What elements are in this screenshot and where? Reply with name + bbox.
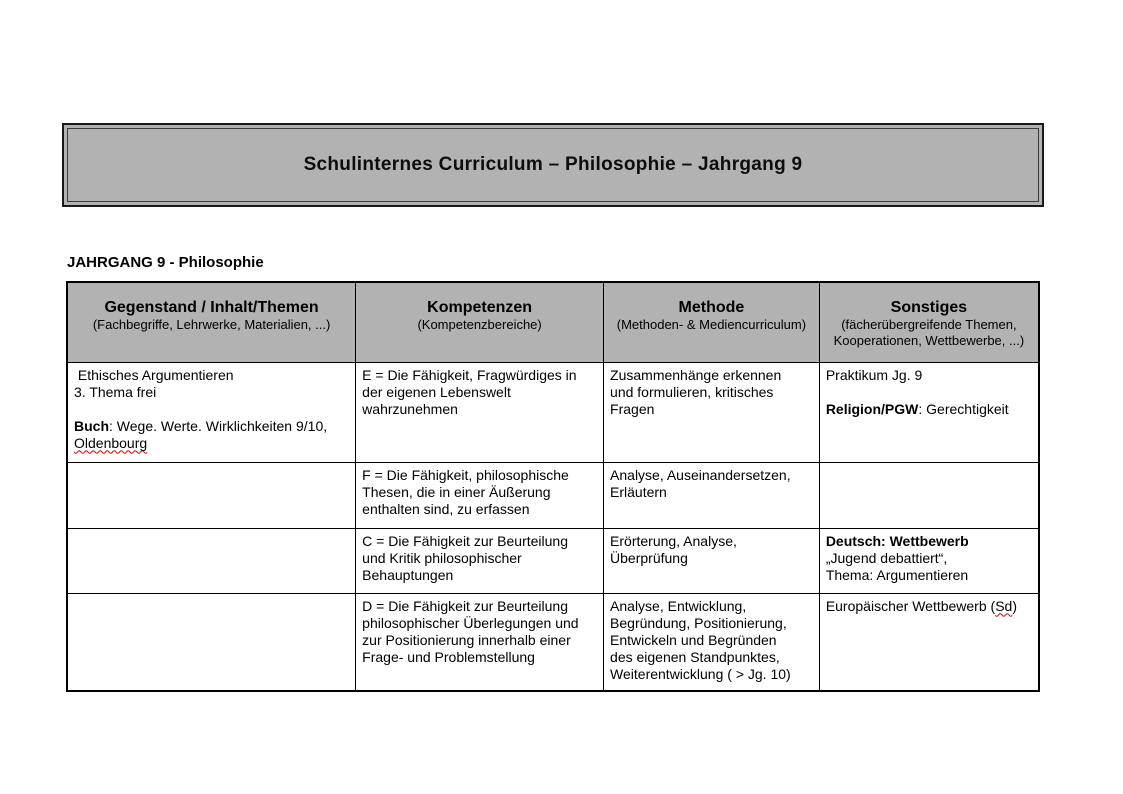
text-line (610, 533, 813, 550)
text-segment: des eigenen Standpunktes, (610, 648, 780, 665)
column-title: Kompetenzen (427, 299, 533, 316)
table-cell (604, 593, 820, 691)
text-line (362, 501, 597, 518)
text-segment: Frage- und Problemstellung (362, 648, 535, 665)
table-cell (356, 528, 604, 593)
text-line (610, 484, 813, 501)
text-line (362, 632, 597, 649)
text-segment: Analyse, Auseinandersetzen, (610, 466, 791, 483)
table-row (67, 528, 1039, 593)
column-title: Sonstiges (890, 299, 968, 316)
text-segment: ) (1012, 597, 1017, 614)
table-cell (67, 462, 356, 528)
curriculum-table (66, 281, 1040, 692)
text-line (362, 550, 597, 567)
text-segment: D = Die Fähigkeit zur Beurteilung (362, 597, 568, 614)
text-segment: Analyse, Entwicklung, (610, 597, 747, 614)
bold-text-segment: Buch (74, 417, 109, 434)
column-subtitle: (fächerübergreifende Themen, Kooperationen, Wettbewerbe, ...) (833, 317, 1025, 348)
text-line (362, 567, 597, 584)
text-segment: Überprüfung (610, 549, 688, 566)
text-line (362, 484, 597, 501)
table-cell (819, 362, 1039, 462)
text-line (362, 615, 597, 632)
text-segment: Ethisches Argumentieren (74, 366, 234, 383)
text-line (826, 367, 1032, 384)
text-segment: F = Die Fähigkeit, philosophische (362, 466, 569, 483)
table-cell (356, 462, 604, 528)
table-cell (819, 462, 1039, 528)
table-cell (819, 528, 1039, 593)
text-segment: philosophischer Überlegungen und (362, 614, 579, 631)
table-cell (819, 593, 1039, 691)
title-banner-inner-frame (67, 128, 1039, 202)
column-header-kompetenzen (356, 282, 604, 362)
column-subtitle: (Fachbegriffe, Lehrwerke, Materialien, ...) (92, 317, 331, 332)
table-cell (604, 362, 820, 462)
table-cell (67, 593, 356, 691)
column-title: Gegenstand / Inhalt/Themen (104, 299, 319, 316)
table-cell (67, 528, 356, 593)
text-segment: Erläutern (610, 483, 667, 500)
table-row (67, 362, 1039, 462)
text-line (610, 649, 813, 666)
text-line (362, 467, 597, 484)
text-line (74, 384, 349, 401)
table-cell (67, 362, 356, 462)
table-row (67, 462, 1039, 528)
text-line (74, 367, 349, 384)
text-segment: C = Die Fähigkeit zur Beurteilung (362, 532, 568, 549)
table-cell (604, 528, 820, 593)
text-segment: Erörterung, Analyse, (610, 532, 737, 549)
text-line (610, 367, 813, 384)
text-segment: und Kritik philosophischer (362, 549, 522, 566)
text-line (826, 401, 1032, 418)
curriculum-table-header (67, 282, 1039, 362)
text-segment: enthalten sind, zu erfassen (362, 500, 530, 517)
text-segment: Thema: Argumentieren (825, 566, 969, 583)
text-line (826, 598, 1032, 615)
text-segment: und formulieren, kritisches (610, 383, 774, 400)
text-segment: der eigenen Lebenswelt (362, 383, 511, 400)
table-cell (604, 462, 820, 528)
text-segment: : Gerechtigkeit (918, 400, 1009, 417)
text-line (826, 567, 1032, 584)
text-line (362, 533, 597, 550)
text-line (610, 615, 813, 632)
text-line (74, 418, 349, 435)
text-line (74, 401, 349, 418)
text-line (610, 666, 813, 683)
column-title: Methode (678, 299, 745, 316)
table-cell (356, 593, 604, 691)
text-segment: Weiterentwicklung ( > Jg. 10) (610, 665, 791, 682)
text-line (610, 384, 813, 401)
text-segment: Fragen (610, 400, 655, 417)
bold-text-segment: Religion/PGW (825, 400, 919, 417)
text-line (826, 384, 1032, 401)
spellcheck-flagged-word: Sd (995, 597, 1013, 614)
document-title: Schulinternes Curriculum – Philosophie – Jahrgang 9 (303, 154, 803, 175)
column-header-gegenstand (67, 282, 356, 362)
column-subtitle: (Methoden- & Mediencurriculum) (616, 317, 807, 332)
bold-text-segment: Deutsch: Wettbewerb (825, 532, 969, 549)
text-segment: Praktikum Jg. 9 (825, 366, 923, 383)
text-segment: : Wege. Werte. Wirklichkeiten 9/10, (109, 417, 328, 434)
text-segment: Europäischer Wettbewerb ( (825, 597, 996, 614)
text-line (610, 401, 813, 418)
table-cell (356, 362, 604, 462)
text-line (362, 598, 597, 615)
text-segment: E = Die Fähigkeit, Fragwürdiges in (362, 366, 577, 383)
header-row (67, 282, 1039, 362)
text-segment: 3. Thema frei (74, 383, 157, 400)
text-line (610, 632, 813, 649)
column-subtitle: (Kompetenzbereiche) (417, 317, 542, 332)
text-segment: Begründung, Positionierung, (610, 614, 787, 631)
title-banner (62, 123, 1044, 207)
text-segment: Zusammenhänge erkennen (610, 366, 782, 383)
curriculum-table-body (67, 362, 1039, 691)
text-segment: zur Positionierung innerhalb einer (362, 631, 571, 648)
text-segment: Behauptungen (362, 566, 454, 583)
text-line (362, 649, 597, 666)
spellcheck-flagged-word: Oldenbourg (74, 434, 148, 451)
text-line (826, 550, 1032, 567)
text-segment: Thesen, die in einer Äußerung (362, 483, 551, 500)
text-line (610, 467, 813, 484)
text-line (362, 401, 597, 418)
text-line (362, 367, 597, 384)
text-segment: „Jugend debattiert“, (825, 549, 948, 566)
text-line (610, 550, 813, 567)
table-row (67, 593, 1039, 691)
text-line (826, 533, 1032, 550)
text-segment: Entwickeln und Begründen (610, 631, 777, 648)
text-line (362, 384, 597, 401)
column-header-methode (604, 282, 820, 362)
text-line (74, 435, 349, 452)
column-header-sonstiges (819, 282, 1039, 362)
text-line (610, 598, 813, 615)
section-heading: JAHRGANG 9 - Philosophie (67, 254, 264, 271)
text-segment: wahrzunehmen (362, 400, 458, 417)
